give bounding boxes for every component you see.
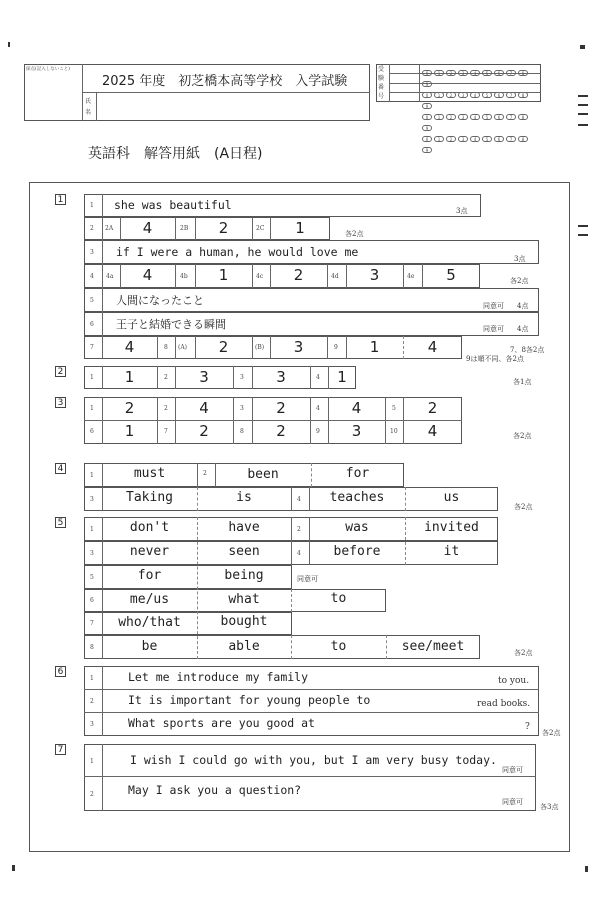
s1-q4d-answer[interactable]: 3: [369, 266, 380, 284]
digit-bubble[interactable]: 8: [518, 92, 528, 98]
s7-q2-answer[interactable]: May I ask you a question?: [128, 783, 302, 797]
question-number: 2: [164, 405, 168, 412]
question-number: 5: [90, 297, 94, 304]
digit-bubble[interactable]: 3: [458, 70, 468, 76]
points-note: 各2点: [514, 503, 533, 511]
s3-q2-answer[interactable]: 4: [199, 399, 209, 417]
digit-bubble[interactable]: 2: [446, 136, 456, 142]
grid-line: [310, 366, 311, 389]
s4-q3a-answer[interactable]: Taking: [126, 490, 173, 505]
digit-bubble[interactable]: 9: [422, 125, 432, 131]
s5-q4a-answer[interactable]: before: [333, 544, 381, 559]
question-number: 5: [90, 574, 94, 581]
question-number: 2: [90, 225, 94, 232]
question-number: 7: [90, 344, 94, 351]
s1-q4c-answer[interactable]: 2: [293, 266, 304, 284]
digit-bubble[interactable]: 0: [422, 136, 432, 142]
digit-bubble[interactable]: 2: [446, 70, 456, 76]
question-number: 2A: [105, 225, 114, 232]
grid-line: [157, 397, 158, 444]
grid-line: [84, 776, 536, 777]
digit-bubble[interactable]: 4: [470, 114, 480, 120]
s5-q1a-answer[interactable]: don't: [129, 520, 170, 535]
points-note: 同意可: [297, 575, 318, 583]
question-number: 1: [90, 526, 94, 533]
s1-q4a-answer[interactable]: 4: [142, 266, 153, 284]
bubble-row-4[interactable]: [422, 131, 540, 153]
grid-line: [252, 217, 253, 240]
s5-q5a-answer[interactable]: for: [137, 568, 162, 583]
name-label: 氏名: [85, 98, 92, 116]
question-number: 4b: [180, 273, 188, 280]
question-number: 1: [90, 405, 94, 412]
digit-bubble[interactable]: 0: [422, 70, 432, 76]
s5-q3a-answer[interactable]: never: [129, 544, 170, 559]
score-label: 採点(記入しないこと): [26, 67, 71, 72]
grid-line: [197, 517, 198, 659]
grid-line: [84, 712, 539, 713]
section-6-label: 6: [55, 666, 66, 677]
points-note: 同意可: [483, 302, 504, 310]
s1-q2a-answer[interactable]: 4: [142, 219, 153, 237]
s6-q1-answer[interactable]: Let me introduce my family: [128, 670, 309, 684]
digit-bubble[interactable]: 1: [434, 70, 444, 76]
digit-bubble[interactable]: 3: [458, 114, 468, 120]
grid-line: [102, 666, 103, 736]
question-number: 4a: [106, 273, 114, 280]
points-note: ?: [525, 722, 530, 732]
s4-q1-answer[interactable]: must: [133, 466, 166, 481]
question-number: 3: [90, 496, 94, 503]
exam-title: 2025 年度 初芝橋本高等学校 入学試験: [102, 74, 348, 89]
s1-q8b-answer[interactable]: 3: [293, 338, 304, 356]
question-number: 9: [316, 428, 320, 435]
exam-number-bubbles[interactable]: [422, 65, 540, 153]
points-note: 7、8各2点: [510, 346, 545, 354]
points-note: 各3点: [540, 803, 559, 811]
grid-line: [102, 217, 103, 240]
question-number: 2B: [180, 225, 189, 232]
question-number: 10: [390, 428, 398, 435]
question-number: 7: [90, 620, 94, 627]
s1-q3-answer[interactable]: if I were a human, he would love me: [116, 245, 359, 259]
question-number: 2: [203, 470, 207, 477]
s4-q2b-answer[interactable]: for: [345, 466, 370, 481]
points-note: 各1点: [513, 378, 532, 386]
question-number: 3: [90, 721, 94, 728]
question-number: 2: [164, 374, 168, 381]
question-number: 4: [316, 374, 320, 381]
grid-line: [175, 217, 176, 240]
digit-bubble[interactable]: 7: [506, 92, 516, 98]
s1-q5-answer[interactable]: 人間になったこと: [116, 294, 204, 307]
subtitle: 英語科 解答用紙 (A日程): [88, 146, 263, 162]
points-note: 4点: [517, 302, 529, 310]
s2-q2-answer[interactable]: 3: [199, 368, 209, 386]
points-note: 各2点: [514, 649, 533, 657]
question-number: 1: [90, 758, 94, 765]
question-number: 4: [90, 273, 94, 280]
digit-bubble[interactable]: 5: [482, 114, 492, 120]
question-number: 4c: [256, 273, 264, 280]
timing-mark: [578, 124, 588, 126]
question-number: 8: [164, 344, 168, 351]
s4-q3b-answer[interactable]: is: [236, 490, 252, 505]
digit-bubble[interactable]: 1: [434, 114, 444, 120]
grid-line: [84, 420, 462, 421]
question-number: 7: [164, 428, 168, 435]
grid-line: [310, 397, 311, 444]
digit-bubble[interactable]: 2: [446, 114, 456, 120]
question-number: 2C: [256, 225, 265, 232]
s2-q4-answer[interactable]: 1: [337, 368, 347, 386]
digit-bubble[interactable]: 8: [518, 70, 528, 76]
grid-line: [102, 240, 103, 264]
registration-mark: [12, 865, 15, 871]
s4-q2a-answer[interactable]: been: [247, 467, 279, 482]
s6-q2-answer[interactable]: It is important for young people to: [128, 693, 371, 707]
digit-bubble[interactable]: 9: [422, 103, 432, 109]
grid-line: [102, 288, 103, 312]
digit-bubble[interactable]: 4: [470, 92, 480, 98]
exam-number-label: 受験番号: [378, 66, 385, 100]
timing-mark: [578, 234, 588, 236]
s3-q7-answer[interactable]: 2: [199, 422, 209, 440]
grid-line: [157, 336, 158, 359]
digit-bubble[interactable]: 6: [494, 136, 504, 142]
question-number: 5: [392, 405, 396, 412]
timing-mark: [578, 104, 588, 106]
question-number: 4: [297, 550, 301, 557]
s5-q8d-answer[interactable]: see/meet: [401, 639, 465, 654]
s6-q3-answer[interactable]: What sports are you good at: [128, 716, 315, 730]
s5-q6a-answer[interactable]: me/us: [129, 592, 170, 607]
question-number: 3: [240, 405, 244, 412]
s3-q4-answer[interactable]: 4: [351, 399, 362, 417]
s3-q3-answer[interactable]: 2: [276, 399, 286, 417]
points-note: read books.: [477, 699, 531, 709]
s5-q8c-answer[interactable]: to: [330, 639, 347, 654]
digit-bubble[interactable]: 2: [446, 92, 456, 98]
digit-bubble[interactable]: 8: [518, 136, 528, 142]
digit-bubble[interactable]: 5: [482, 92, 492, 98]
question-number: 1: [90, 675, 94, 682]
digit-bubble[interactable]: 7: [506, 114, 516, 120]
registration-mark: [580, 45, 585, 49]
s5-q3b-answer[interactable]: seen: [228, 544, 260, 559]
s1-q2b-answer[interactable]: 2: [218, 219, 229, 237]
s5-q5b-answer[interactable]: being: [224, 568, 264, 583]
s7-q1-answer[interactable]: I wish I could go with you, but I am very busy today.: [130, 753, 497, 767]
question-number: 3: [90, 550, 94, 557]
grid-line: [102, 517, 103, 659]
s3-q1-answer[interactable]: 2: [124, 399, 135, 417]
s1-q2c-answer[interactable]: 1: [295, 219, 305, 237]
s1-q8a-answer[interactable]: 2: [218, 338, 229, 356]
bubble-row-1[interactable]: [422, 65, 540, 87]
s1-q4b-answer[interactable]: 1: [218, 266, 229, 284]
s1-q9a-answer[interactable]: 1: [369, 338, 380, 356]
digit-bubble[interactable]: 4: [470, 136, 480, 142]
grid-line: [197, 463, 198, 487]
s5-q2a-answer[interactable]: was: [345, 520, 369, 535]
s5-q6b-answer[interactable]: what: [228, 592, 260, 607]
question-number: 1: [90, 374, 94, 381]
question-number: 1: [90, 472, 94, 479]
question-number: 6: [90, 597, 94, 604]
s4-q4b-answer[interactable]: us: [443, 490, 460, 505]
digit-bubble[interactable]: 0: [422, 92, 432, 98]
grid-line: [102, 744, 103, 811]
s1-q6-answer[interactable]: 王子と結婚できる瞬間: [116, 318, 226, 331]
digit-bubble[interactable]: 4: [470, 70, 480, 76]
points-note: 各2点: [542, 729, 561, 737]
section-1-label: 1: [55, 194, 66, 205]
question-number: (A): [178, 344, 188, 351]
question-number: 3: [240, 374, 244, 381]
digit-bubble[interactable]: 1: [434, 136, 444, 142]
question-number: 4e: [407, 273, 415, 280]
s3-q10-answer[interactable]: 4: [427, 422, 438, 440]
s3-q5-answer[interactable]: 2: [427, 399, 438, 417]
grid-line: [175, 264, 176, 288]
question-number: 3: [90, 249, 94, 256]
digit-bubble[interactable]: 9: [422, 147, 432, 153]
digit-bubble[interactable]: 7: [506, 70, 516, 76]
points-note: 4点: [517, 325, 529, 333]
question-number: 9: [334, 344, 338, 351]
s1-q1-answer[interactable]: she was beautiful: [114, 198, 232, 212]
digit-bubble[interactable]: 1: [434, 92, 444, 98]
question-number: 6: [90, 428, 94, 435]
question-number: 8: [240, 428, 244, 435]
points-note: 3点: [456, 207, 468, 215]
s5-q6c-answer[interactable]: to: [330, 591, 347, 606]
question-number: 8: [90, 644, 94, 651]
grid-line: [291, 517, 292, 565]
digit-bubble[interactable]: 3: [458, 136, 468, 142]
s5-q7a-answer[interactable]: who/that: [118, 615, 181, 630]
timing-mark: [578, 225, 588, 227]
digit-bubble[interactable]: 0: [422, 114, 432, 120]
question-number: 2: [297, 526, 301, 533]
points-note: 同意可: [502, 798, 523, 806]
grid-line: [252, 264, 253, 288]
s2-q3-answer[interactable]: 3: [276, 368, 286, 386]
grid-line: [157, 366, 158, 389]
registration-mark: [585, 866, 588, 872]
section-2-label: 2: [55, 366, 66, 377]
question-number: (B): [255, 344, 265, 351]
section-5-label: 5: [55, 517, 66, 528]
question-number: 1: [90, 202, 94, 209]
grid-line: [233, 397, 234, 444]
question-number: 2: [90, 698, 94, 705]
digit-bubble[interactable]: 9: [422, 81, 432, 87]
points-note: 3点: [514, 255, 526, 263]
points-note: 各2点: [513, 432, 532, 440]
question-number: 6: [90, 321, 94, 328]
s3-q9-answer[interactable]: 3: [351, 422, 362, 440]
digit-bubble[interactable]: 3: [458, 92, 468, 98]
digit-bubble[interactable]: 6: [494, 114, 504, 120]
s5-q1b-answer[interactable]: have: [228, 520, 260, 535]
points-note: to you.: [498, 676, 530, 686]
points-note: 同意可: [502, 766, 523, 774]
grid-line: [291, 487, 292, 511]
s5-q2b-answer[interactable]: invited: [424, 520, 479, 535]
bubble-row-2[interactable]: [422, 87, 540, 109]
points-note: 同意可: [483, 325, 504, 333]
digit-bubble[interactable]: 7: [506, 136, 516, 142]
s5-q4b-answer[interactable]: it: [443, 544, 460, 559]
question-number: 4: [297, 496, 301, 503]
grid-line: [385, 397, 386, 444]
grid-line: [175, 336, 176, 359]
s2-q1-answer[interactable]: 1: [124, 368, 135, 386]
s3-q8-answer[interactable]: 2: [276, 422, 286, 440]
points-note: 9は順不同、各2点: [466, 355, 524, 363]
name-field[interactable]: [97, 93, 369, 120]
section-3-label: 3: [55, 397, 66, 408]
digit-bubble[interactable]: 6: [494, 70, 504, 76]
bubble-row-3[interactable]: [422, 109, 540, 131]
s1-q9b-answer[interactable]: 4: [427, 338, 438, 356]
timing-mark: [578, 95, 588, 97]
digit-bubble[interactable]: 5: [482, 136, 492, 142]
s5-q8b-answer[interactable]: able: [228, 639, 260, 654]
grid-line: [252, 336, 253, 359]
digit-bubble[interactable]: 8: [518, 114, 528, 120]
digit-bubble[interactable]: 5: [482, 70, 492, 76]
grid-line: [84, 689, 539, 690]
s3-q6-answer[interactable]: 1: [124, 422, 135, 440]
points-note: 各2点: [510, 277, 529, 285]
s4-q4a-answer[interactable]: teaches: [329, 490, 385, 505]
s5-q7b-answer[interactable]: bought: [220, 614, 268, 629]
grid-line: [102, 264, 103, 288]
grid-line: [102, 194, 103, 217]
section-7-label: 7: [55, 744, 66, 755]
grid-line: [233, 366, 234, 389]
timing-mark: [578, 113, 588, 115]
grid-line: [327, 264, 328, 288]
section-4-label: 4: [55, 463, 66, 474]
s1-q7-answer[interactable]: 4: [124, 338, 135, 356]
grid-line: [327, 336, 328, 359]
question-number: 4: [316, 405, 320, 412]
digit-bubble[interactable]: 6: [494, 92, 504, 98]
s5-q8a-answer[interactable]: be: [141, 639, 158, 654]
question-number: 2: [90, 791, 94, 798]
points-note: 各2点: [345, 230, 364, 238]
registration-mark: [8, 42, 10, 47]
question-number: 4d: [331, 273, 339, 280]
s1-q4e-answer[interactable]: 5: [446, 266, 456, 284]
grid-line: [403, 264, 404, 288]
grid-line: [102, 312, 103, 336]
